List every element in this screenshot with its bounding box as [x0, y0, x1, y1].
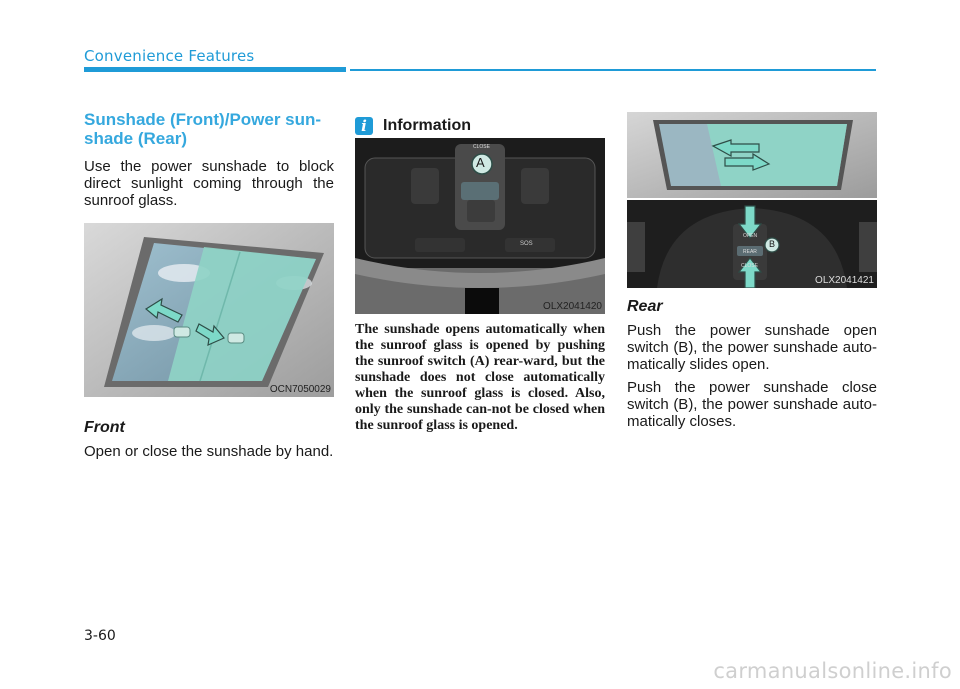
figure-code: OLX2041421: [815, 275, 874, 286]
information-title: Information: [383, 117, 471, 134]
section-title: Convenience Features: [84, 47, 255, 65]
watermark: carmanualsonline.info: [713, 659, 952, 683]
sunshade-intro: Use the power sunshade to block direct sunlight coming through the sunroof glass.: [84, 158, 334, 209]
column-2: [355, 114, 605, 434]
rear-open-text: Push the power sunshade open switch (B), the power sunshade auto-matically slides open.: [627, 322, 877, 373]
figure-label-a: A: [476, 155, 485, 170]
switch-close-label: CLOSE: [473, 144, 490, 150]
figure-front-sunshade: [84, 223, 334, 397]
figure-sunroof-switch: [355, 138, 605, 314]
front-text: Open or close the sunshade by hand.: [84, 443, 334, 460]
information-header: [355, 114, 605, 138]
front-sunshade-illustration: [84, 223, 334, 397]
header-rule-thin: [350, 69, 876, 71]
figure-rear-sunshade: [627, 112, 877, 288]
header-rule-thick: [84, 67, 346, 72]
switch-open-label: OPEN: [743, 233, 758, 239]
rear-sunshade-illustration: [627, 112, 877, 288]
sunshade-heading: Sunshade (Front)/Power sun-shade (Rear): [84, 110, 322, 148]
column-3: [627, 112, 877, 430]
front-heading: Front: [84, 419, 125, 436]
rear-close-text: Push the power sunshade close switch (B), the power sunshade auto-matically closes.: [627, 379, 877, 430]
info-icon: i: [355, 117, 373, 135]
switch-rear-label: REAR: [743, 249, 757, 255]
switch-close-label: CLOSE: [741, 263, 758, 269]
figure-code: OLX2041420: [543, 301, 602, 312]
column-1: [84, 110, 334, 460]
information-text: The sunshade opens automatically when the sunroof glass is opened by pushing the sunroof switch (A) rear-ward, but the sunshade does not close automatically when the sunroof glass is closed. Also, only the sunshade can-not be closed when the sunroof glass is opened.: [355, 322, 605, 433]
switch-sos-label: SOS: [520, 241, 533, 247]
figure-code: OCN7050029: [269, 384, 331, 395]
page-number: 3-60: [84, 628, 116, 644]
figure-label-b: B: [769, 239, 776, 249]
rear-heading: Rear: [627, 298, 663, 315]
